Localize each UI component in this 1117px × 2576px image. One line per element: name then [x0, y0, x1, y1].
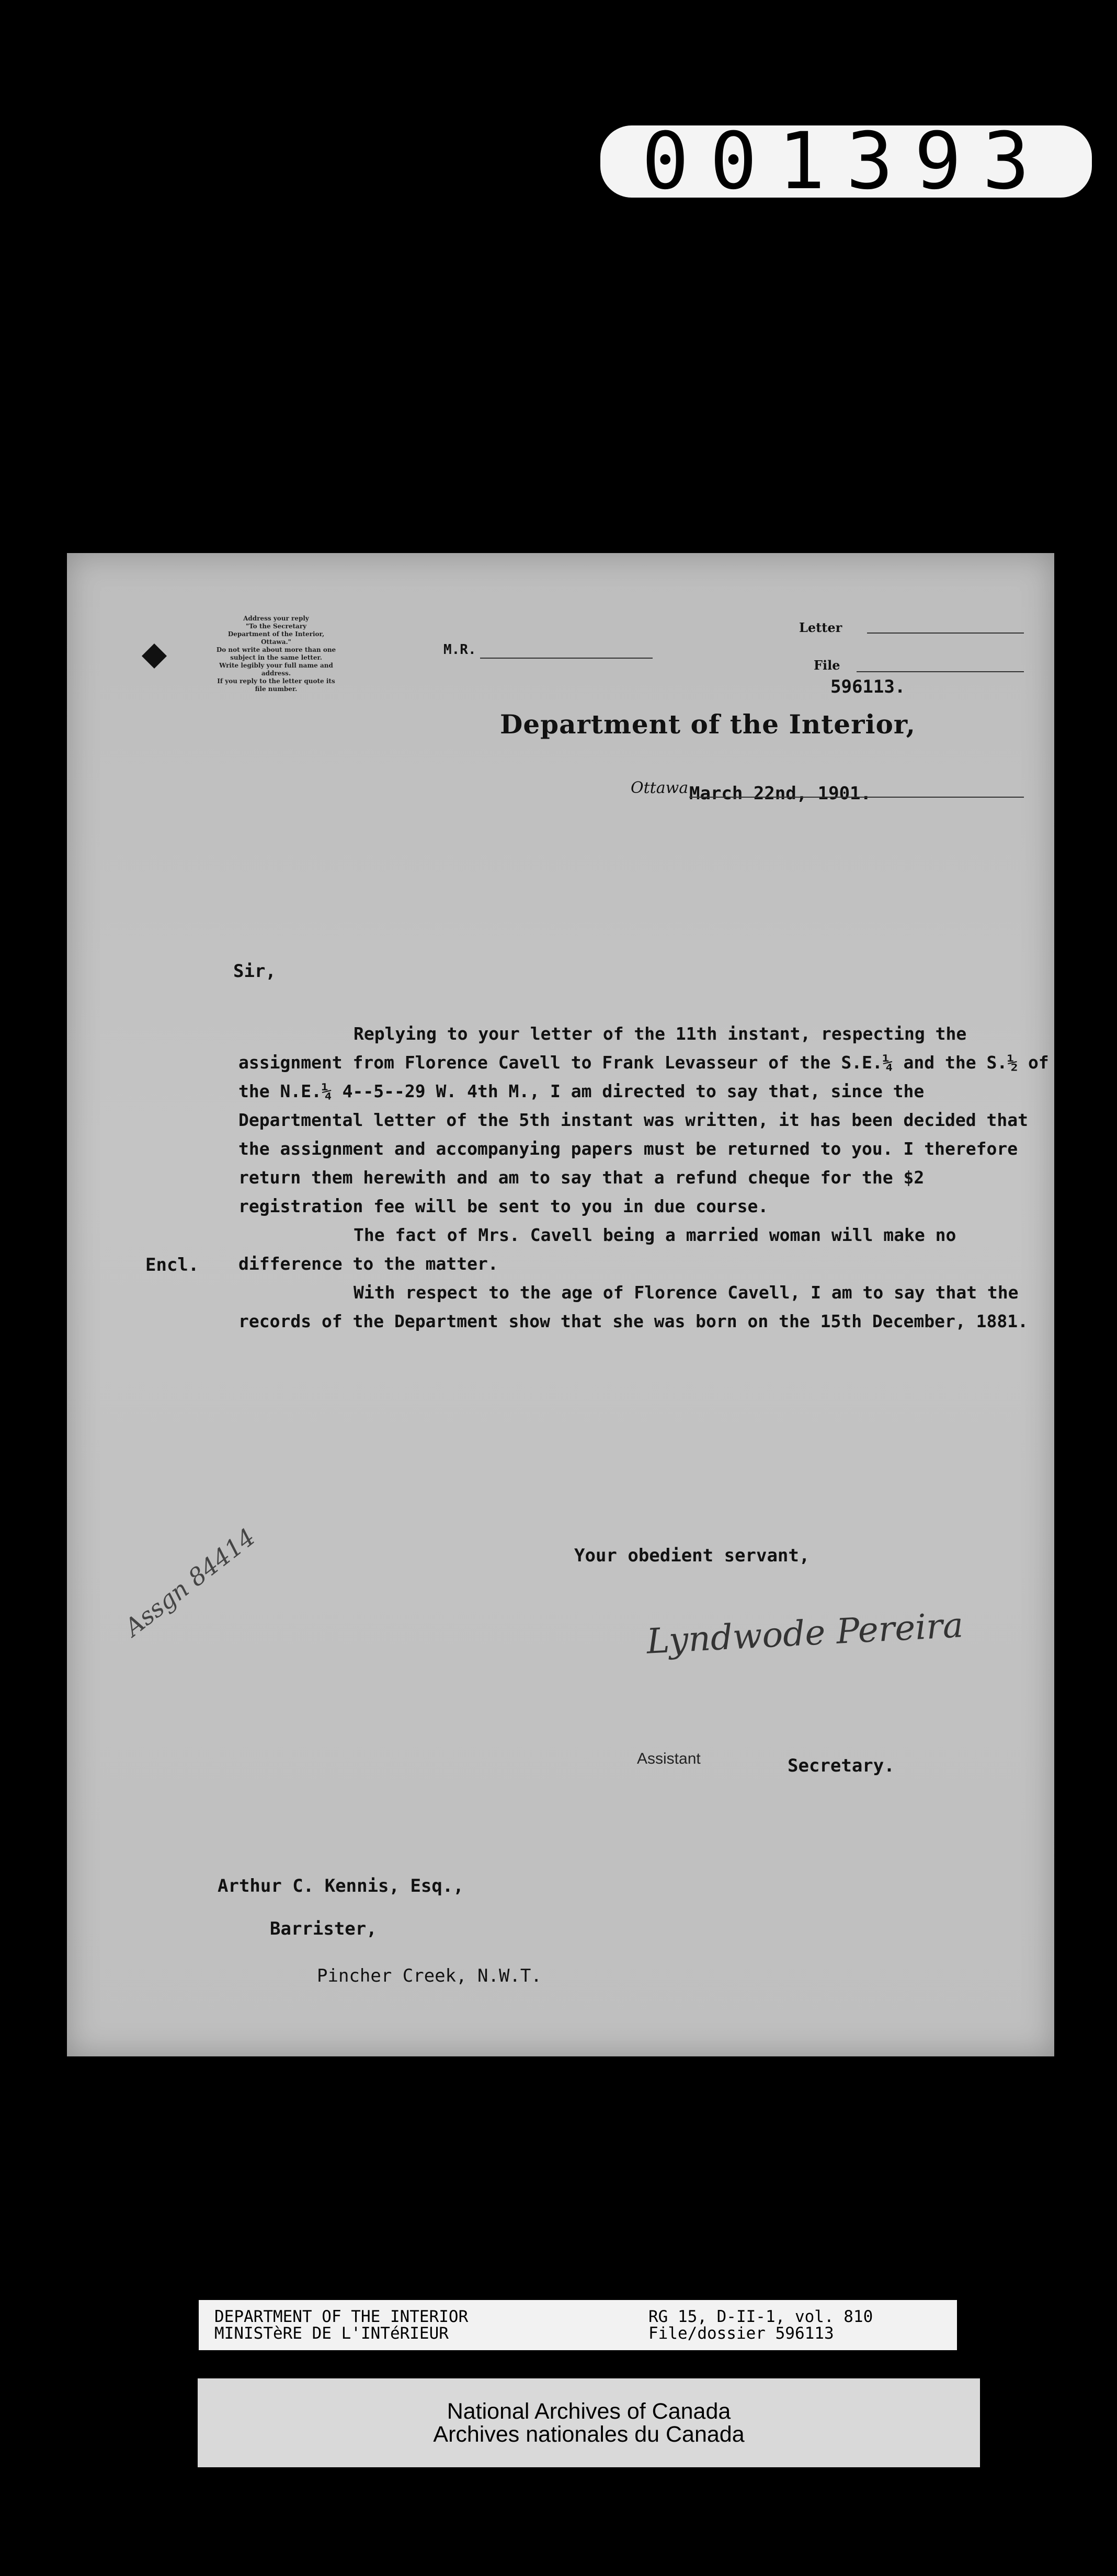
- letter-label: Letter: [799, 620, 842, 635]
- archives-fr: Archives nationales du Canada: [433, 2422, 745, 2447]
- letter-body: [238, 1019, 1054, 1336]
- title-secretary: Secretary.: [788, 1755, 895, 1776]
- file-reference: File/dossier 596113: [648, 2324, 834, 2343]
- department-names: [214, 2308, 468, 2342]
- mr-label: M.R.: [443, 642, 476, 658]
- frame-number-label: 001393: [600, 125, 1092, 198]
- file-rule: [857, 671, 1024, 672]
- recipient-place: Pincher Creek, N.W.T.: [317, 1965, 542, 1986]
- star-mark: [142, 643, 167, 669]
- record-group: [648, 2308, 873, 2342]
- rg-reference: RG 15, D-II-1, vol. 810: [648, 2307, 873, 2326]
- dept-en: DEPARTMENT OF THE INTERIOR: [214, 2307, 469, 2326]
- paragraph-1: Replying to your letter of the 11th instant, respecting the assignment from Florence Cavell to Frank Levasseur of the S.E.¼ and the S.½ of the N.E.¼ 4--5--29 W. 4th M., I am directed to say that, since the Departmental letter of the 5th instant was written, it has been decided that the assignment and accompanying papers must be returned to you. I therefore return them herewith and am to say that a refund cheque for the $2 registration fee will be sent to you in due course.: [238, 1024, 1049, 1216]
- date-rule: [689, 797, 1024, 798]
- recipient-role: Barrister,: [270, 1918, 377, 1939]
- mr-rule: [480, 658, 653, 659]
- handwritten-note: Assgn 84414: [119, 1523, 261, 1642]
- salutation: Sir,: [233, 961, 276, 982]
- letter-date: March 22nd, 1901.: [689, 783, 871, 804]
- paragraph-2: The fact of Mrs. Cavell being a married woman will make no difference to the matter.: [238, 1225, 956, 1274]
- file-number: 596113.: [830, 676, 906, 697]
- address-note: Address your reply "To the Secretary Department of the Interior, Ottawa." Do not write about more than one subject in the same letter. Write legibly your full name and address. If you reply to the letter quote its file number.: [216, 615, 336, 693]
- signature: Lyndwode Pereira: [645, 1605, 964, 1662]
- closing: Your obedient servant,: [574, 1545, 810, 1566]
- reference-label: [199, 2300, 957, 2350]
- file-label: File: [814, 658, 840, 673]
- archives-label: [198, 2378, 980, 2467]
- ottawa-label: Ottawa: [631, 779, 689, 797]
- letter-page: [67, 553, 1054, 2056]
- title-assistant: Assistant: [637, 1750, 701, 1767]
- paragraph-3: With respect to the age of Florence Cavell, I am to say that the records of the Department show that she was born on the 15th December, 1881.: [238, 1282, 1028, 1331]
- department-heading: Department of the Interior,: [500, 709, 916, 740]
- letter-rule: [867, 632, 1024, 634]
- archives-en: National Archives of Canada: [447, 2399, 731, 2424]
- recipient-name: Arthur C. Kennis, Esq.,: [218, 1876, 464, 1896]
- dept-fr: MINISTèRE DE L'INTéRIEUR: [214, 2324, 449, 2343]
- enclosure-note: Encl.: [145, 1255, 199, 1275]
